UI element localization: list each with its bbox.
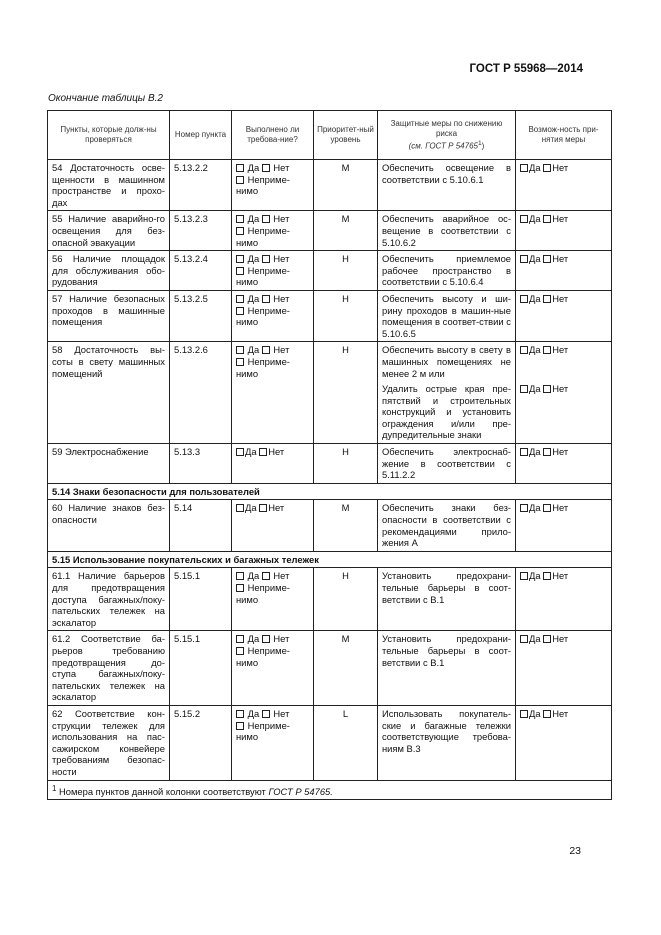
checkbox-na[interactable]: [236, 307, 244, 315]
possible-cell: Да Нет: [516, 160, 612, 211]
checkbox-no[interactable]: [262, 215, 270, 223]
checkbox-no[interactable]: [543, 385, 551, 393]
table-header-row: [48, 111, 612, 160]
table-row: 56 Наличие площадок для обслуживания обо-рудования 5.13.2.4 Да Нет Неприме- нимо Н Обеспечить приемлемое рабочее пространство в соответствии с 5.10.6.4 Да Нет: [48, 251, 612, 291]
checkbox-no[interactable]: [262, 295, 270, 303]
checkbox-no[interactable]: [262, 164, 270, 172]
checkbox-no[interactable]: [543, 164, 551, 172]
checkbox-na[interactable]: [236, 722, 244, 730]
checkbox-yes[interactable]: [236, 635, 244, 643]
checkbox-yes[interactable]: [236, 448, 244, 456]
checkbox-yes[interactable]: [520, 164, 528, 172]
checkbox-na[interactable]: [236, 267, 244, 275]
table-row: 61.1 Наличие барьеров для предотвращения доступа багажных/поку-пательских тележек на эскалатор 5.15.1 Да Нет Неприме- нимо Н Установить предохрани-тельные барьеры в соот-ветствии с В.1 Да Нет: [48, 568, 612, 631]
checkbox-no[interactable]: [262, 635, 270, 643]
table-row: 61.2 Соответствие ба-рьеров требованию предотвращения до-ступа багажных/поку-пательских тележек на эскалатор 5.15.1 Да Нет Неприме- нимо М Установить предохрани-тельные барьеры в соот-ветствии с В.1 Да Нет: [48, 631, 612, 706]
checkbox-no[interactable]: [543, 346, 551, 354]
col-done: Выполнено ли требова-ние?: [232, 111, 314, 160]
checkbox-no[interactable]: [262, 255, 270, 263]
col-number: Номер пункта: [170, 111, 232, 160]
checklist-table: [47, 110, 612, 800]
checkbox-na[interactable]: [236, 647, 244, 655]
checkbox-no[interactable]: [543, 635, 551, 643]
checkbox-yes[interactable]: [236, 164, 244, 172]
checkbox-no[interactable]: [543, 572, 551, 580]
col-possible: Возмож-ность при-нятия меры: [516, 111, 612, 160]
checkbox-yes[interactable]: [236, 346, 244, 354]
checkbox-no[interactable]: [543, 295, 551, 303]
checkbox-yes[interactable]: [520, 295, 528, 303]
checkbox-no[interactable]: [262, 346, 270, 354]
table-row: 60 Наличие знаков без-опасности 5.14 Да Нет М Обеспечить знаки без-опасности в соответствии с рекомендациями прило-жения А Да Нет: [48, 500, 612, 551]
page-number: 23: [569, 845, 581, 857]
checkbox-no[interactable]: [543, 710, 551, 718]
checkbox-yes[interactable]: [520, 635, 528, 643]
checkbox-no[interactable]: [262, 710, 270, 718]
checkbox-yes[interactable]: [520, 448, 528, 456]
checkbox-yes[interactable]: [520, 346, 528, 354]
checkbox-yes[interactable]: [236, 710, 244, 718]
checkbox-yes[interactable]: [236, 572, 244, 580]
checkbox-no[interactable]: [259, 504, 267, 512]
done-cell: Да Нет Неприме- нимо: [232, 160, 314, 211]
checkbox-yes[interactable]: [520, 710, 528, 718]
col-priority: Приоритет-ный уровень: [314, 111, 378, 160]
table-row: 58 Достаточность вы-соты в свету машинных помещений 5.13.2.6 Да Нет Неприме- нимо Н Обеспечить высоту в свету в машинных помещениях не менее 2 м или Да Нет: [48, 342, 612, 381]
section-row: 5.14 Знаки безопасности для пользователей: [48, 483, 612, 500]
checkbox-no[interactable]: [543, 255, 551, 263]
checkbox-no[interactable]: [259, 448, 267, 456]
checkbox-yes[interactable]: [236, 215, 244, 223]
checkbox-no[interactable]: [543, 504, 551, 512]
table-row: 54 Достаточность осве-щенности в машинном пространстве и прохо-дах 5.13.2.2 Да Нет Неприме- нимо М Обеспечить освещение в соответствии с 5.10.6.1 Да Нет: [48, 160, 612, 211]
checkbox-no[interactable]: [543, 448, 551, 456]
checkbox-yes[interactable]: [520, 572, 528, 580]
checkbox-yes[interactable]: [236, 295, 244, 303]
checkbox-yes[interactable]: [520, 215, 528, 223]
checkbox-yes[interactable]: [236, 504, 244, 512]
table-caption: Окончание таблицы В.2: [48, 93, 163, 104]
col-item: Пункты, которые долж-ны проверяться: [48, 111, 170, 160]
table-row: 55 Наличие аварийно-го освещения для без-опасной эвакуации 5.13.2.3 Да Нет Неприме- нимо М Обеспечить аварийное ос-вещение в соответствии с 5.10.6.2 Да Нет: [48, 211, 612, 251]
checkbox-no[interactable]: [262, 572, 270, 580]
checkbox-yes[interactable]: [520, 385, 528, 393]
checkbox-yes[interactable]: [236, 255, 244, 263]
standard-header: ГОСТ Р 55968—2014: [469, 63, 583, 75]
table-row: 62 Соответствие кон-струкции тележек для использования на пас-сажирском конвейере требованиям безопас-ности 5.15.2 Да Нет Неприме- нимо L Использовать покупатель-ские и багажные тележки соответствующие требова-ниям В.3 Да Нет: [48, 705, 612, 780]
footnote-row: $^1$ Номера пунктов данной колонки соответствуют ГОСТ Р 54765.: [48, 780, 612, 800]
checkbox-yes[interactable]: [520, 504, 528, 512]
checkbox-na[interactable]: [236, 227, 244, 235]
col-measures: Защитные меры по снижению риска (см. ГОСТ Р 54765$^1$): [378, 111, 516, 160]
table-row: 57 Наличие безопасных проходов в машинные помещения 5.13.2.5 Да Нет Неприме- нимо Н Обеспечить высоту и ши-рину проходов в машин-ные помещения в соответ-ствии с 5.10.6.5 Да Нет: [48, 290, 612, 341]
checkbox-na[interactable]: [236, 176, 244, 184]
checkbox-no[interactable]: [543, 215, 551, 223]
checkbox-yes[interactable]: [520, 255, 528, 263]
checkbox-na[interactable]: [236, 358, 244, 366]
table-row: 59 Электроснабжение 5.13.3 Да Нет Н Обеспечить электроснаб-жение в соответствии с 5.11.2.2 Да Нет: [48, 444, 612, 484]
section-row: 5.15 Использование покупательских и багажных тележек: [48, 551, 612, 568]
table-row: Удалить острые края пре-пятствий и строительных конструкций и установить ограждения и/или пре-дупредительные знаки Да Нет: [48, 381, 612, 443]
checkbox-na[interactable]: [236, 584, 244, 592]
